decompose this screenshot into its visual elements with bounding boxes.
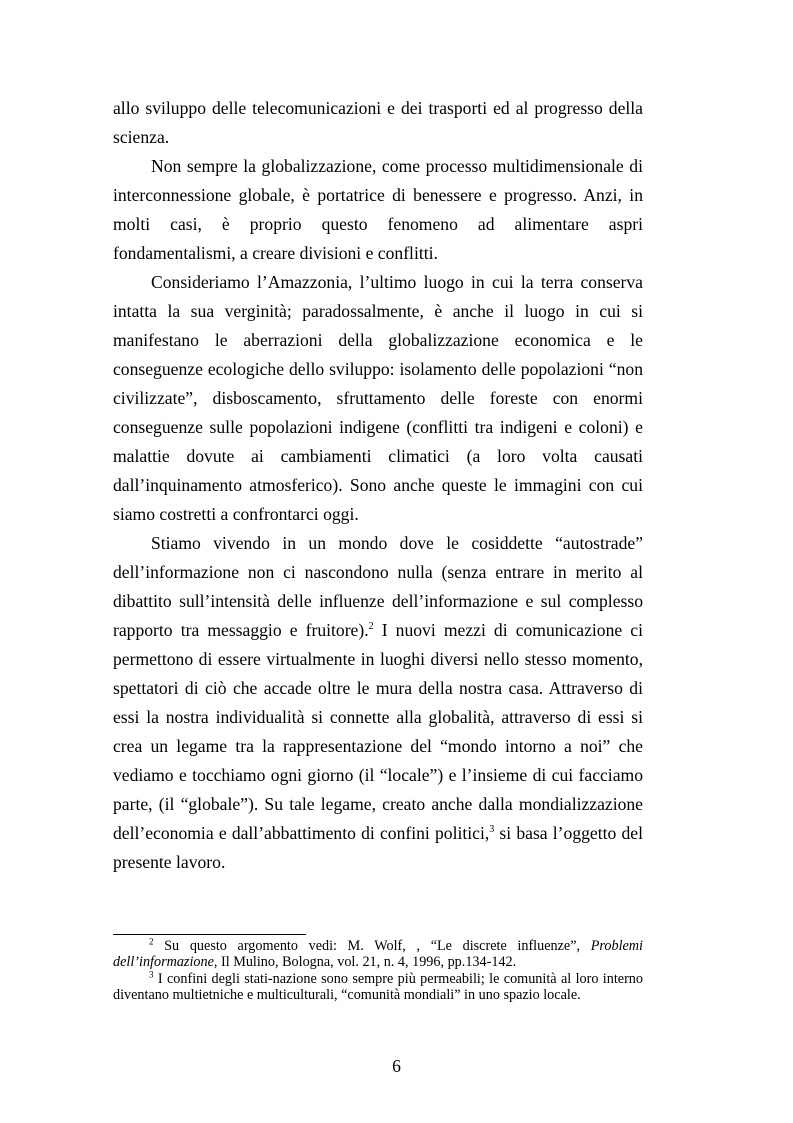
paragraph-1: allo sviluppo delle telecomunicazioni e dei trasporti ed al progresso della scienza. xyxy=(113,98,643,147)
paragraph-2: Non sempre la globalizzazione, come processo multidimensionale di interconnessione globale, è portatrice di benessere e progresso. Anzi, in molti casi, è proprio questo fenomeno ad alimentare aspri fondamentalismi, a creare divisioni e conflitti. xyxy=(113,156,643,263)
paragraph-4-part-2: I nuovi mezzi di comunicazione ci permettono di essere virtualmente in luoghi diversi nello stesso momento, spettatori di ciò che accade oltre le mura della nostra casa. Attraverso di essi la nostra individualità si connette alla globalità, attraverso di essi si crea un legame tra la rappresentazione del “mondo intorno a noi” che vediamo e tocchiamo ogni giorno (il “locale”) e l’insieme di cui facciamo parte, (il “globale”). Su tale legame, creato anche dalla mondializzazione dell’economia e dall’abbattimento di confini politici, xyxy=(113,620,643,843)
footnote-3 xyxy=(113,968,643,1004)
footnote-2-text-before: Su questo argomento vedi: M. Wolf, , “Le discrete influenze”, xyxy=(153,938,591,954)
footnote-number-3: 3 xyxy=(149,968,154,979)
footnote-separator xyxy=(113,934,306,935)
footnote-2-italic-title: Problemi dell’informazione, xyxy=(113,938,643,971)
footnote-number-2: 2 xyxy=(149,936,154,947)
paragraph-4 xyxy=(113,529,643,877)
paragraph-3: Consideriamo l’Amazzonia, l’ultimo luogo in cui la terra conserva intatta la sua verginità; paradossalmente, è anche il luogo in cui si manifestano le aberrazioni della globalizzazione economica e le conseguenze ecologiche dello sviluppo: isolamento delle popolazioni “non civilizzate”, disboscamento, sfruttamento delle foreste con enormi conseguenze sulle popolazioni indigene (conflitti tra indigeni e coloni) e malattie dovute ai cambiamenti climatici (a loro volta causati dall’inquinamento atmosferico). Sono anche queste le immagini con cui siamo costretti a confrontarci oggi. xyxy=(113,272,643,524)
footnotes xyxy=(113,938,643,1003)
footnote-2-text-after: Il Mulino, Bologna, vol. 21, n. 4, 1996, pp.134-142. xyxy=(217,954,517,971)
paragraph-4-part-1: Stiamo vivendo in un mondo dove le cosiddette “autostrade” dell’informazione non ci nascondono nulla (senza entrare in merito al dibattito sull’intensità delle influenze dell’informazione e sul complesso rapporto tra messaggio e fruitore). xyxy=(113,533,643,640)
footnote-2 xyxy=(113,938,643,971)
body-text xyxy=(113,94,643,877)
page-number: 6 xyxy=(392,1056,401,1076)
paragraph-4-part-3: si basa l’oggetto del presente lavoro. xyxy=(113,823,643,872)
footnote-ref-3: 3 xyxy=(489,824,495,836)
footnote-3-text: I confini degli stati-nazione sono sempre più permeabili; le comunità al loro interno diventano multietniche e multiculturali, “comunità mondiali” in uno spazio locale. xyxy=(113,970,643,1003)
footnote-ref-2: 2 xyxy=(368,621,374,633)
